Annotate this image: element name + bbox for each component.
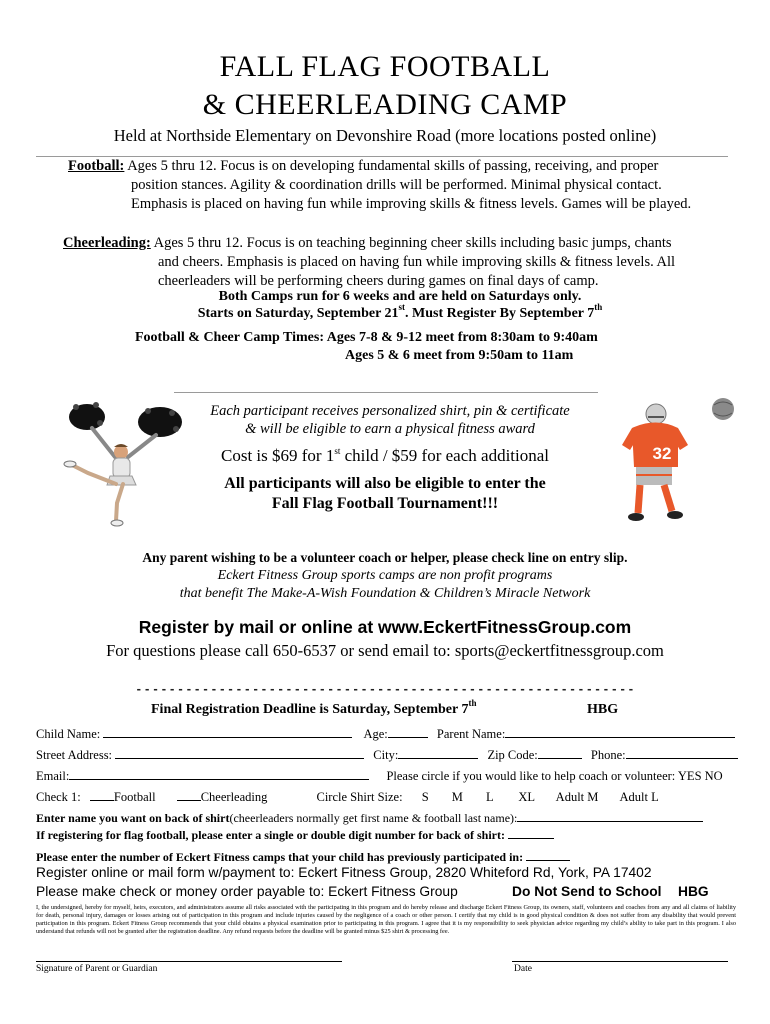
cheer-label: Cheerleading: — [63, 235, 151, 251]
page-title: FALL FLAG FOOTBALL — [219, 50, 551, 83]
start-date-a: Starts on Saturday, September 21 — [197, 306, 399, 321]
deadline-sup: th — [468, 698, 477, 708]
football-description — [68, 157, 748, 214]
shirt-name-note: (cheerleaders normally get first name & football last name): — [229, 811, 518, 825]
signature-line[interactable] — [36, 961, 342, 962]
mail-hbg: HBG — [678, 884, 709, 899]
parent-name-label: Parent Name: — [436, 727, 506, 741]
camps-row — [36, 848, 570, 865]
age-label: Age: — [363, 727, 388, 741]
register-by-text: . Must Register By September 7 — [405, 306, 595, 321]
divider-short — [174, 392, 598, 393]
size-adult-m[interactable]: Adult M — [555, 790, 599, 804]
perks-line-2: & will be eligible to earn a physical fitness award — [245, 421, 535, 437]
street-field[interactable] — [115, 746, 364, 759]
email-field[interactable] — [69, 767, 369, 780]
cheer-line-1: Ages 5 thru 12. Focus is on teaching beginning cheer skills including basic jumps, chants — [150, 235, 672, 251]
camp-times-2: Ages 5 & 6 meet from 9:50am to 11am — [345, 348, 574, 363]
size-xl[interactable]: XL — [518, 790, 535, 804]
football-option: Football — [113, 790, 156, 804]
city-field[interactable] — [398, 746, 478, 759]
camps-field[interactable] — [526, 848, 570, 861]
page-subtitle: & CHEERLEADING CAMP — [202, 88, 568, 121]
football-line-2: position stances. Agility & coordination drills will be performed. Minimal physical contact. — [131, 177, 662, 193]
shirt-number-label: If registering for flag football, please enter a single or double digit number for back of shirt: — [36, 828, 508, 842]
signature-label: Signature of Parent or Guardian — [36, 964, 158, 974]
questions-text: For questions please call 650-6537 or send email to: sports@eckertfitnessgroup.com — [106, 641, 664, 660]
camps-label: Please enter the number of Eckert Fitness camps that your child has previously participated in: — [36, 850, 527, 864]
cheer-line-2: and cheers. Emphasis is placed on having fun while improving skills & fitness levels. All — [158, 254, 676, 270]
shirt-number-row — [36, 826, 554, 843]
nonprofit-text — [0, 567, 770, 603]
cheer-option: Cheerleading — [200, 790, 268, 804]
nonprofit-line-1: Eckert Fitness Group sports camps are non profit programs — [217, 568, 553, 583]
register-text: Register by mail or online at www.EckertFitnessGroup.com — [138, 617, 632, 637]
child-name-row — [36, 725, 735, 742]
football-line-3: Emphasis is placed on having fun while improving skills & fitness levels. Games will be played. — [131, 196, 692, 212]
date-label: Date — [514, 964, 532, 974]
cut-line: - - - - - - - - - - - - - - - - - - - - - - - - - - - - - - - - - - - - - - - - - - - - - - - - - - - - - - - - - - - - — [136, 681, 634, 696]
tournament-line-2: Fall Flag Football Tournament!!! — [271, 495, 499, 512]
cheer-check-line[interactable] — [177, 788, 201, 801]
cheer-description — [63, 234, 743, 291]
form-hbg: HBG — [587, 702, 619, 717]
no-school-text: Do Not Send to School — [512, 884, 662, 899]
tournament-line-1: All participants will also be eligible to enter the — [224, 475, 546, 492]
perks-line-1: Each participant receives personalized shirt, pin & certificate — [210, 403, 570, 419]
email-row — [36, 767, 723, 784]
phone-label: Phone: — [590, 748, 626, 762]
check-label: Check 1: — [36, 790, 81, 804]
parent-name-field[interactable] — [505, 725, 735, 738]
check-row — [36, 788, 659, 805]
size-l[interactable]: L — [486, 790, 494, 804]
shirt-name-row — [36, 809, 703, 826]
shirt-size-label: Circle Shirt Size: — [316, 790, 403, 804]
volunteer-text: Any parent wishing to be a volunteer coach or helper, please check line on entry slip. — [142, 550, 628, 565]
jersey-number: 32 — [652, 444, 672, 463]
nonprofit-line-2: that benefit The Make-A-Wish Foundation & Children’s Miracle Network — [179, 586, 591, 601]
shirt-name-label: Enter name you want on back of shirt — [36, 811, 230, 825]
zip-label: Zip Code: — [487, 748, 538, 762]
start-date-text — [15, 302, 770, 322]
cost-sup: st — [334, 446, 341, 456]
deadline-text — [151, 698, 477, 718]
football-label: Football: — [68, 158, 125, 174]
size-adult-l[interactable]: Adult L — [619, 790, 659, 804]
location-text: Held at Northside Elementary on Devonshire Road (more locations posted online) — [113, 126, 657, 145]
cost-a: Cost is $69 for 1 — [220, 446, 335, 465]
child-name-field[interactable] — [103, 725, 352, 738]
child-name-label: Child Name: — [36, 727, 101, 741]
camp-times-1: Football & Cheer Camp Times: Ages 7-8 & 9-12 meet from 8:30am to 9:40am — [135, 330, 598, 345]
deadline-a: Final Registration Deadline is Saturday, September 7 — [151, 702, 469, 717]
phone-field[interactable] — [626, 746, 738, 759]
tournament-text — [0, 474, 770, 514]
perks-text — [190, 402, 590, 438]
shirt-name-field[interactable] — [517, 809, 703, 822]
size-m[interactable]: M — [451, 790, 463, 804]
start-date-sup: st — [398, 302, 406, 312]
cheer-line-3: cheerleaders will be performing cheers during games on final days of camp. — [158, 273, 599, 289]
waiver-text: I, the undersigned, hereby for myself, heirs, executors, and administrators assume all risks associated with the participating in this program and do hereby release and discharge Eckert Fitness Group, its owners, staff, volunteers and coaches from any and all claims of liability for death, personal injury, damages or losses arising out of participation in this program and include injuries caused by the negligence of a coach or other person. I certify that my child is in good physical condition & does not suffer from any disability that would prevent participation in this program. Eckert Fitness Group recommends that your child obtains a physical examination prior to participating in this program. I agree that it is my responsibility to seek physician advice regarding my child’s ability to take part in this program. I also understand that refunds will not be granted after the registration deadline. Any refund requests before the deadline will be granted minus $25 shirt & processing fee. — [36, 904, 736, 936]
football-line-1: Ages 5 thru 12. Focus is on developing fundamental skills of passing, receiving, and proper — [124, 158, 659, 174]
date-line[interactable] — [512, 961, 728, 962]
address-row — [36, 746, 738, 763]
zip-field[interactable] — [538, 746, 582, 759]
volunteer-prompt: Please circle if you would like to help coach or volunteer: YES NO — [386, 769, 723, 783]
register-by-sup: th — [594, 302, 603, 312]
age-field[interactable] — [388, 725, 428, 738]
email-label: Email: — [36, 769, 70, 783]
cost-text — [0, 446, 770, 466]
football-check-line[interactable] — [90, 788, 114, 801]
shirt-number-field[interactable] — [508, 826, 554, 839]
city-label: City: — [373, 748, 399, 762]
mail-line-2: Please make check or money order payable to: Eckert Fitness Group — [36, 884, 458, 899]
size-s[interactable]: S — [421, 790, 429, 804]
mail-line-1: Register online or mail form w/payment to: Eckert Fitness Group, 2820 Whiteford Rd, York, PA 17402 — [36, 865, 652, 880]
cost-b: child / $59 for each additional — [340, 446, 550, 465]
street-label: Street Address: — [36, 748, 113, 762]
both-camps-text: Both Camps run for 6 weeks and are held on Saturdays only. — [218, 289, 582, 304]
